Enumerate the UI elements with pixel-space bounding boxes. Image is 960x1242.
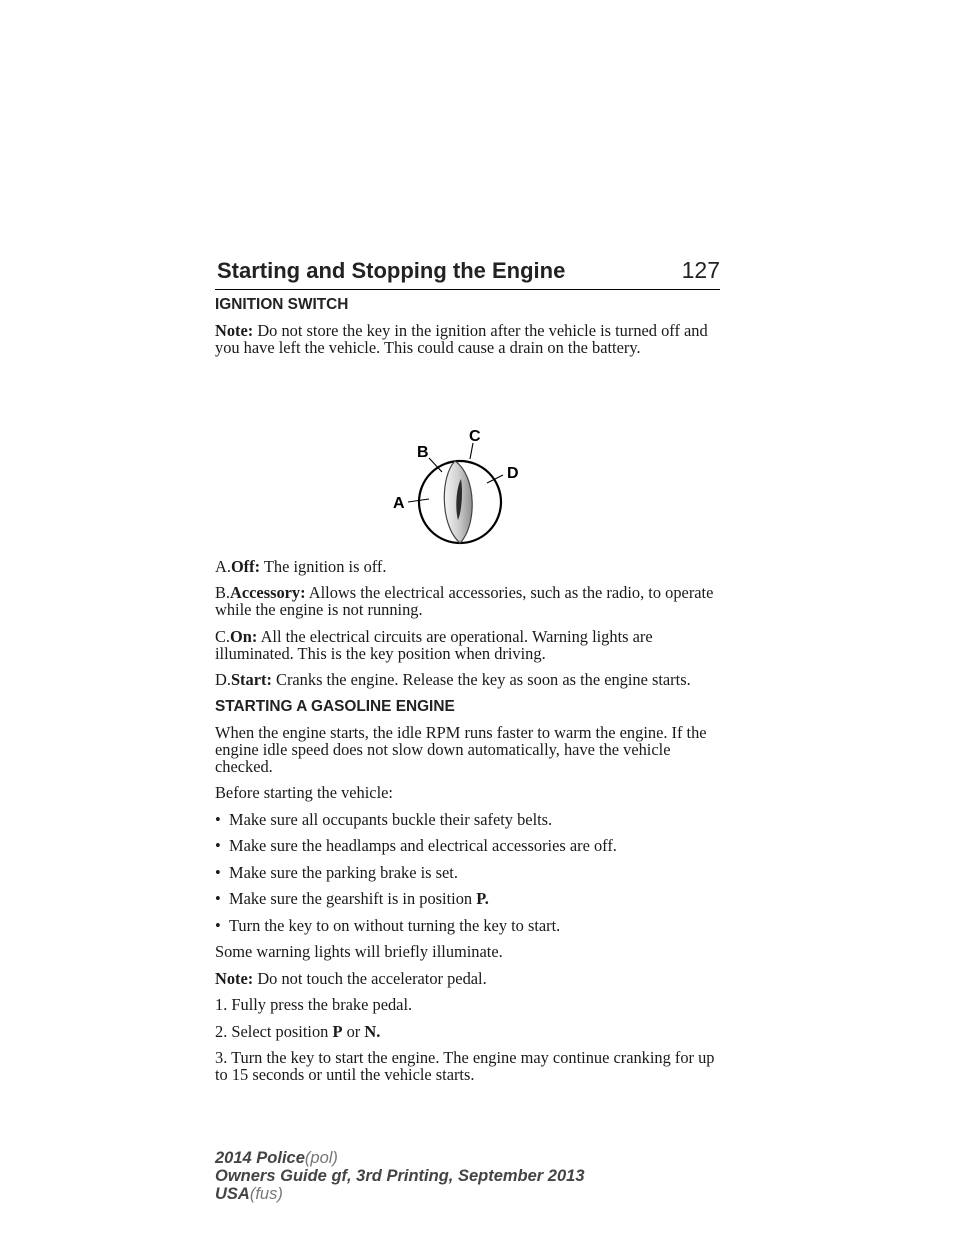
leader-line-c	[470, 443, 473, 459]
gearshift-position: P.	[476, 889, 489, 908]
page-header	[215, 256, 720, 290]
footer-line-3: USA(fus)	[215, 1185, 283, 1203]
ignition-note	[215, 322, 725, 356]
figure-label-d: D	[507, 464, 519, 482]
warning-lights-text: Some warning lights will briefly illuminate.	[215, 942, 503, 961]
bullet-dot: •	[215, 809, 221, 829]
bullet-item: • Turn the key to on without turning the key to start.	[215, 915, 561, 935]
page-number: 127	[681, 257, 720, 283]
footer-line-1: 2014 Police(pol)	[215, 1149, 338, 1167]
gasoline-intro: When the engine starts, the idle RPM runs faster to warm the engine. If the engine idle speed does not slow down automatically, have the vehicle checked.	[215, 722, 707, 776]
note-text: Do not store the key in the ignition after the vehicle is turned off and you have left the vehicle. This could cause a drain on the battery.	[215, 321, 708, 357]
bullet-item: • Make sure the headlamps and electrical accessories are off.	[215, 836, 617, 855]
heading-ignition-switch: IGNITION SWITCH	[215, 296, 349, 313]
figure-label-b: B	[417, 443, 429, 461]
ignition-switch-diagram	[385, 366, 555, 551]
heading-starting-gasoline-engine: STARTING A GASOLINE ENGINE	[215, 697, 455, 715]
figure-label-c: C	[469, 427, 481, 445]
step-3: 3. Turn the key to start the engine. The engine may continue cranking for up to 15 seconds or until the vehicle starts.	[215, 1048, 715, 1084]
item-term: On:	[230, 626, 258, 646]
note-label: Note:	[215, 968, 254, 988]
note-label: Note:	[215, 321, 254, 340]
bullet-item: • Make sure all occupants buckle their safety belts.	[215, 809, 553, 829]
footer-line-2: Owners Guide gf, 3rd Printing, September 2013	[215, 1167, 585, 1185]
step-2: 2. Select position P or N.	[215, 1021, 381, 1041]
ignition-item-off: A.Off: The ignition is off.	[215, 556, 387, 576]
figure-label-a: A	[393, 494, 405, 512]
bullet-item: • Make sure the parking brake is set.	[215, 862, 458, 882]
page-footer	[215, 1149, 585, 1203]
item-term: Accessory:	[230, 583, 306, 602]
item-term: Start:	[230, 670, 272, 689]
page-content	[215, 296, 725, 1093]
ignition-item-start: D.Start: Cranks the engine. Release the key as soon as the engine starts.	[215, 670, 691, 689]
bullet-dot: •	[215, 889, 221, 908]
item-term: Off:	[230, 556, 261, 576]
bullet-dot: •	[215, 836, 221, 855]
gasoline-note	[215, 970, 725, 987]
before-starting: Before starting the vehicle:	[215, 783, 393, 802]
bullet-dot: •	[215, 862, 221, 882]
bullet-item: • Make sure the gearshift is in position P.	[215, 889, 489, 908]
section-title: Starting and Stopping the Engine	[217, 258, 566, 283]
bullet-dot: •	[215, 915, 221, 935]
step-1: 1. Fully press the brake pedal.	[215, 995, 413, 1014]
ignition-item-on: C.On: All the electrical circuits are operational. Warning lights are illuminated. This is the key position when driving.	[215, 626, 653, 663]
ignition-switch-figure	[215, 366, 725, 551]
ignition-item-accessory: B.Accessory: Allows the electrical accessories, such as the radio, to operate while the engine is not running.	[215, 583, 714, 619]
note-text: Do not touch the accelerator pedal.	[257, 968, 487, 988]
